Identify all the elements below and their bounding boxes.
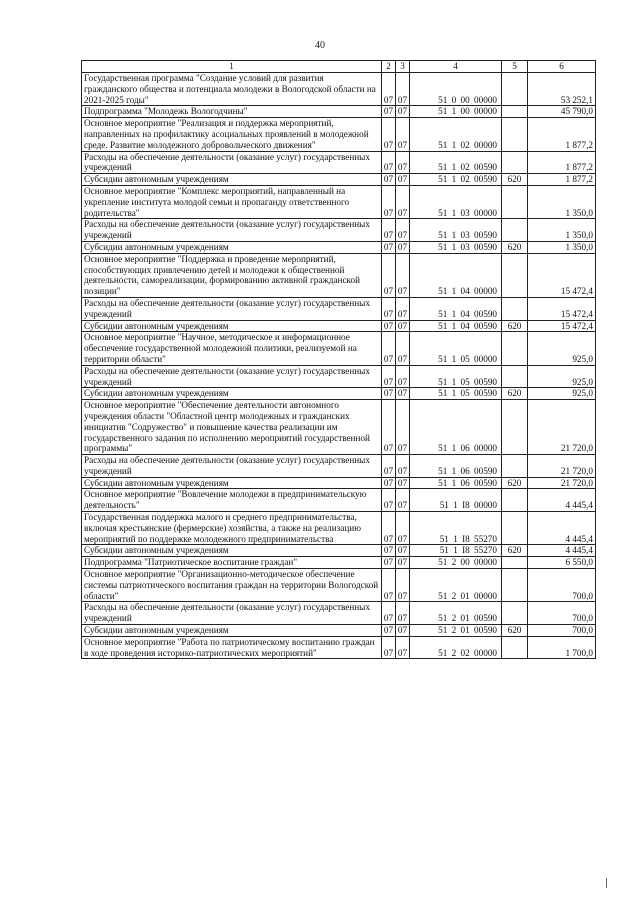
column-header-amount: 6 <box>528 61 596 73</box>
row-amount-cell: 700,0 <box>528 625 596 637</box>
row-target-code-cell: 51 2 01 00590 <box>410 602 502 625</box>
row-amount-cell: 15 472,4 <box>528 320 596 332</box>
row-name-cell: Субсидии автономным учреждениям <box>82 545 382 557</box>
table-row <box>82 73 596 106</box>
row-name-cell: Субсидии автономным учреждениям <box>82 477 382 489</box>
row-expense-type-cell <box>502 297 528 320</box>
row-section-cell: 07 <box>382 602 396 625</box>
table-row <box>82 219 596 242</box>
row-section-cell: 07 <box>382 365 396 388</box>
row-subsection-cell: 07 <box>396 174 410 186</box>
table-row <box>82 625 596 637</box>
row-amount-cell: 4 445,4 <box>528 512 596 545</box>
row-target-code-cell: 51 1 06 00590 <box>410 455 502 478</box>
column-header-target-code: 4 <box>410 61 502 73</box>
row-amount-cell: 1 700,0 <box>528 636 596 659</box>
row-amount-cell: 1 877,2 <box>528 118 596 151</box>
table-row <box>82 400 596 455</box>
row-expense-type-cell <box>502 365 528 388</box>
row-amount-cell: 925,0 <box>528 388 596 400</box>
row-section-cell: 07 <box>382 636 396 659</box>
column-header-expense-type: 5 <box>502 61 528 73</box>
row-section-cell: 07 <box>382 512 396 545</box>
row-expense-type-cell <box>502 557 528 569</box>
row-subsection-cell: 07 <box>396 545 410 557</box>
table-row <box>82 185 596 218</box>
row-subsection-cell: 07 <box>396 185 410 218</box>
row-target-code-cell: 51 1 02 00000 <box>410 118 502 151</box>
row-name-cell: Государственная поддержка малого и среднего предпринимательства, включая крестьянские (фермерские) хозяйства, а также на реализацию мероприятий по поддержке молодежного предпринимательства <box>82 512 382 545</box>
row-section-cell: 07 <box>382 489 396 512</box>
row-section-cell: 07 <box>382 185 396 218</box>
row-target-code-cell: 51 1 06 00000 <box>410 400 502 455</box>
row-expense-type-cell: 620 <box>502 320 528 332</box>
table-row <box>82 512 596 545</box>
row-target-code-cell: 51 1 04 00590 <box>410 297 502 320</box>
row-name-cell: Расходы на обеспечение деятельности (оказание услуг) государственных учреждений <box>82 297 382 320</box>
row-target-code-cell: 51 1 02 00590 <box>410 174 502 186</box>
row-section-cell: 07 <box>382 569 396 602</box>
row-section-cell: 07 <box>382 118 396 151</box>
row-name-cell: Субсидии автономным учреждениям <box>82 388 382 400</box>
row-target-code-cell: 51 1 03 00000 <box>410 185 502 218</box>
row-target-code-cell: 51 1 I8 00000 <box>410 489 502 512</box>
row-subsection-cell: 07 <box>396 400 410 455</box>
row-subsection-cell: 07 <box>396 602 410 625</box>
row-amount-cell: 1 877,2 <box>528 151 596 174</box>
margin-mark <box>606 878 607 888</box>
row-subsection-cell: 07 <box>396 636 410 659</box>
row-subsection-cell: 07 <box>396 512 410 545</box>
row-name-cell: Подпрограмма "Патриотическое воспитание граждан" <box>82 557 382 569</box>
row-expense-type-cell <box>502 602 528 625</box>
row-section-cell: 07 <box>382 253 396 297</box>
row-target-code-cell: 51 2 00 00000 <box>410 557 502 569</box>
row-subsection-cell: 07 <box>396 477 410 489</box>
row-expense-type-cell <box>502 185 528 218</box>
table-row <box>82 241 596 253</box>
table-row <box>82 174 596 186</box>
table-row <box>82 365 596 388</box>
table-header-row <box>82 61 596 73</box>
row-name-cell: Основное мероприятие "Поддержка и проведение мероприятий, способствующих привлечению детей и молодежи к общественной деятельности, самореализации, формированию активной гражданской позиции" <box>82 253 382 297</box>
row-amount-cell: 21 720,0 <box>528 400 596 455</box>
row-amount-cell: 15 472,4 <box>528 297 596 320</box>
row-amount-cell: 1 877,2 <box>528 174 596 186</box>
row-expense-type-cell <box>502 489 528 512</box>
row-section-cell: 07 <box>382 151 396 174</box>
row-name-cell: Государственная программа "Создание условий для развития гражданского общества и потенциала молодежи в Вологодской области на 2021-2025 годы" <box>82 73 382 106</box>
row-amount-cell: 4 445,4 <box>528 489 596 512</box>
row-subsection-cell: 07 <box>396 455 410 478</box>
row-target-code-cell: 51 1 05 00590 <box>410 388 502 400</box>
row-section-cell: 07 <box>382 545 396 557</box>
row-subsection-cell: 07 <box>396 253 410 297</box>
row-section-cell: 07 <box>382 455 396 478</box>
row-expense-type-cell <box>502 151 528 174</box>
budget-table <box>81 60 596 659</box>
column-header-section: 2 <box>382 61 396 73</box>
row-target-code-cell: 51 1 04 00000 <box>410 253 502 297</box>
row-subsection-cell: 07 <box>396 118 410 151</box>
row-subsection-cell: 07 <box>396 151 410 174</box>
row-amount-cell: 1 350,0 <box>528 185 596 218</box>
table-row <box>82 320 596 332</box>
row-amount-cell: 925,0 <box>528 365 596 388</box>
row-name-cell: Основное мероприятие "Вовлечение молодежи в предпринимательскую деятельность" <box>82 489 382 512</box>
table-row <box>82 455 596 478</box>
row-subsection-cell: 07 <box>396 106 410 118</box>
row-expense-type-cell <box>502 106 528 118</box>
row-name-cell: Субсидии автономным учреждениям <box>82 625 382 637</box>
column-header-subsection: 3 <box>396 61 410 73</box>
table-row <box>82 106 596 118</box>
row-target-code-cell: 51 1 03 00590 <box>410 241 502 253</box>
row-amount-cell: 21 720,0 <box>528 455 596 478</box>
row-expense-type-cell <box>502 332 528 365</box>
row-section-cell: 07 <box>382 106 396 118</box>
table-row <box>82 489 596 512</box>
row-section-cell: 07 <box>382 477 396 489</box>
row-expense-type-cell <box>502 400 528 455</box>
row-name-cell: Расходы на обеспечение деятельности (оказание услуг) государственных учреждений <box>82 151 382 174</box>
row-expense-type-cell: 620 <box>502 388 528 400</box>
column-header-name: 1 <box>82 61 382 73</box>
row-amount-cell: 53 252,1 <box>528 73 596 106</box>
row-target-code-cell: 51 2 01 00590 <box>410 625 502 637</box>
table-row <box>82 118 596 151</box>
row-name-cell: Расходы на обеспечение деятельности (оказание услуг) государственных учреждений <box>82 455 382 478</box>
row-target-code-cell: 51 1 I8 55270 <box>410 512 502 545</box>
row-amount-cell: 925,0 <box>528 332 596 365</box>
row-name-cell: Основное мероприятие "Организационно-методическое обеспечение системы патриотического воспитания граждан на территории Вологодской области" <box>82 569 382 602</box>
row-subsection-cell: 07 <box>396 297 410 320</box>
row-amount-cell: 700,0 <box>528 569 596 602</box>
row-amount-cell: 1 350,0 <box>528 219 596 242</box>
row-target-code-cell: 51 1 I8 55270 <box>410 545 502 557</box>
row-name-cell: Основное мероприятие "Научное, методическое и информационное обеспечение государственной молодежной политики, реализуемой на территории области" <box>82 332 382 365</box>
table-row <box>82 253 596 297</box>
row-expense-type-cell: 620 <box>502 174 528 186</box>
row-expense-type-cell <box>502 253 528 297</box>
row-name-cell: Основное мероприятие "Обеспечение деятельности автономного учреждения области "Областной центр молодежных и гражданских инициатив "Содружество" и повышение качества реализации им государственного задания по исполнению мероприятий государственной программы" <box>82 400 382 455</box>
row-subsection-cell: 07 <box>396 569 410 602</box>
row-expense-type-cell <box>502 73 528 106</box>
row-amount-cell: 700,0 <box>528 602 596 625</box>
row-section-cell: 07 <box>382 320 396 332</box>
row-section-cell: 07 <box>382 297 396 320</box>
row-section-cell: 07 <box>382 241 396 253</box>
table-row <box>82 636 596 659</box>
row-target-code-cell: 51 1 06 00590 <box>410 477 502 489</box>
row-subsection-cell: 07 <box>396 625 410 637</box>
row-name-cell: Субсидии автономным учреждениям <box>82 241 382 253</box>
row-name-cell: Основное мероприятие "Работа по патриотическому воспитанию граждан в ходе проведения историко-патриотических мероприятий" <box>82 636 382 659</box>
row-expense-type-cell: 620 <box>502 545 528 557</box>
row-section-cell: 07 <box>382 174 396 186</box>
row-subsection-cell: 07 <box>396 388 410 400</box>
row-expense-type-cell <box>502 569 528 602</box>
table-row <box>82 477 596 489</box>
row-target-code-cell: 51 1 03 00590 <box>410 219 502 242</box>
row-target-code-cell: 51 1 02 00590 <box>410 151 502 174</box>
row-name-cell: Субсидии автономным учреждениям <box>82 320 382 332</box>
row-name-cell: Основное мероприятие "Реализация и поддержка мероприятий, направленных на профилактику асоциальных проявлений в молодежной среде. Развитие молодежного добровольческого движения" <box>82 118 382 151</box>
row-target-code-cell: 51 1 04 00590 <box>410 320 502 332</box>
row-subsection-cell: 07 <box>396 320 410 332</box>
table-row <box>82 569 596 602</box>
row-subsection-cell: 07 <box>396 219 410 242</box>
row-target-code-cell: 51 2 01 00000 <box>410 569 502 602</box>
row-subsection-cell: 07 <box>396 557 410 569</box>
row-section-cell: 07 <box>382 400 396 455</box>
row-name-cell: Субсидии автономным учреждениям <box>82 174 382 186</box>
row-name-cell: Расходы на обеспечение деятельности (оказание услуг) государственных учреждений <box>82 365 382 388</box>
row-name-cell: Подпрограмма "Молодежь Вологодчины" <box>82 106 382 118</box>
row-target-code-cell: 51 1 05 00000 <box>410 332 502 365</box>
row-target-code-cell: 51 2 02 00000 <box>410 636 502 659</box>
row-subsection-cell: 07 <box>396 73 410 106</box>
table-row <box>82 602 596 625</box>
row-section-cell: 07 <box>382 625 396 637</box>
row-amount-cell: 15 472,4 <box>528 253 596 297</box>
table-row <box>82 388 596 400</box>
row-amount-cell: 45 790,0 <box>528 106 596 118</box>
row-expense-type-cell <box>502 512 528 545</box>
row-expense-type-cell <box>502 636 528 659</box>
row-section-cell: 07 <box>382 557 396 569</box>
row-expense-type-cell: 620 <box>502 625 528 637</box>
row-amount-cell: 1 350,0 <box>528 241 596 253</box>
row-expense-type-cell <box>502 219 528 242</box>
row-section-cell: 07 <box>382 73 396 106</box>
row-amount-cell: 6 550,0 <box>528 557 596 569</box>
row-subsection-cell: 07 <box>396 365 410 388</box>
table-row <box>82 332 596 365</box>
table-row <box>82 151 596 174</box>
row-amount-cell: 21 720,0 <box>528 477 596 489</box>
row-subsection-cell: 07 <box>396 241 410 253</box>
row-target-code-cell: 51 0 00 00000 <box>410 73 502 106</box>
row-section-cell: 07 <box>382 388 396 400</box>
row-subsection-cell: 07 <box>396 489 410 512</box>
row-expense-type-cell <box>502 118 528 151</box>
table-row <box>82 297 596 320</box>
table-row <box>82 557 596 569</box>
row-expense-type-cell: 620 <box>502 241 528 253</box>
row-expense-type-cell: 620 <box>502 477 528 489</box>
row-section-cell: 07 <box>382 332 396 365</box>
row-name-cell: Расходы на обеспечение деятельности (оказание услуг) государственных учреждений <box>82 219 382 242</box>
row-target-code-cell: 51 1 00 00000 <box>410 106 502 118</box>
row-subsection-cell: 07 <box>396 332 410 365</box>
row-amount-cell: 4 445,4 <box>528 545 596 557</box>
row-expense-type-cell <box>502 455 528 478</box>
table-body <box>82 73 596 659</box>
row-name-cell: Основное мероприятие "Комплекс мероприятий, направленный на укрепление института молодой семьи и пропаганду ответственного родительства" <box>82 185 382 218</box>
table-row <box>82 545 596 557</box>
row-target-code-cell: 51 1 05 00590 <box>410 365 502 388</box>
page-number: 40 <box>315 40 325 51</box>
row-name-cell: Расходы на обеспечение деятельности (оказание услуг) государственных учреждений <box>82 602 382 625</box>
row-section-cell: 07 <box>382 219 396 242</box>
